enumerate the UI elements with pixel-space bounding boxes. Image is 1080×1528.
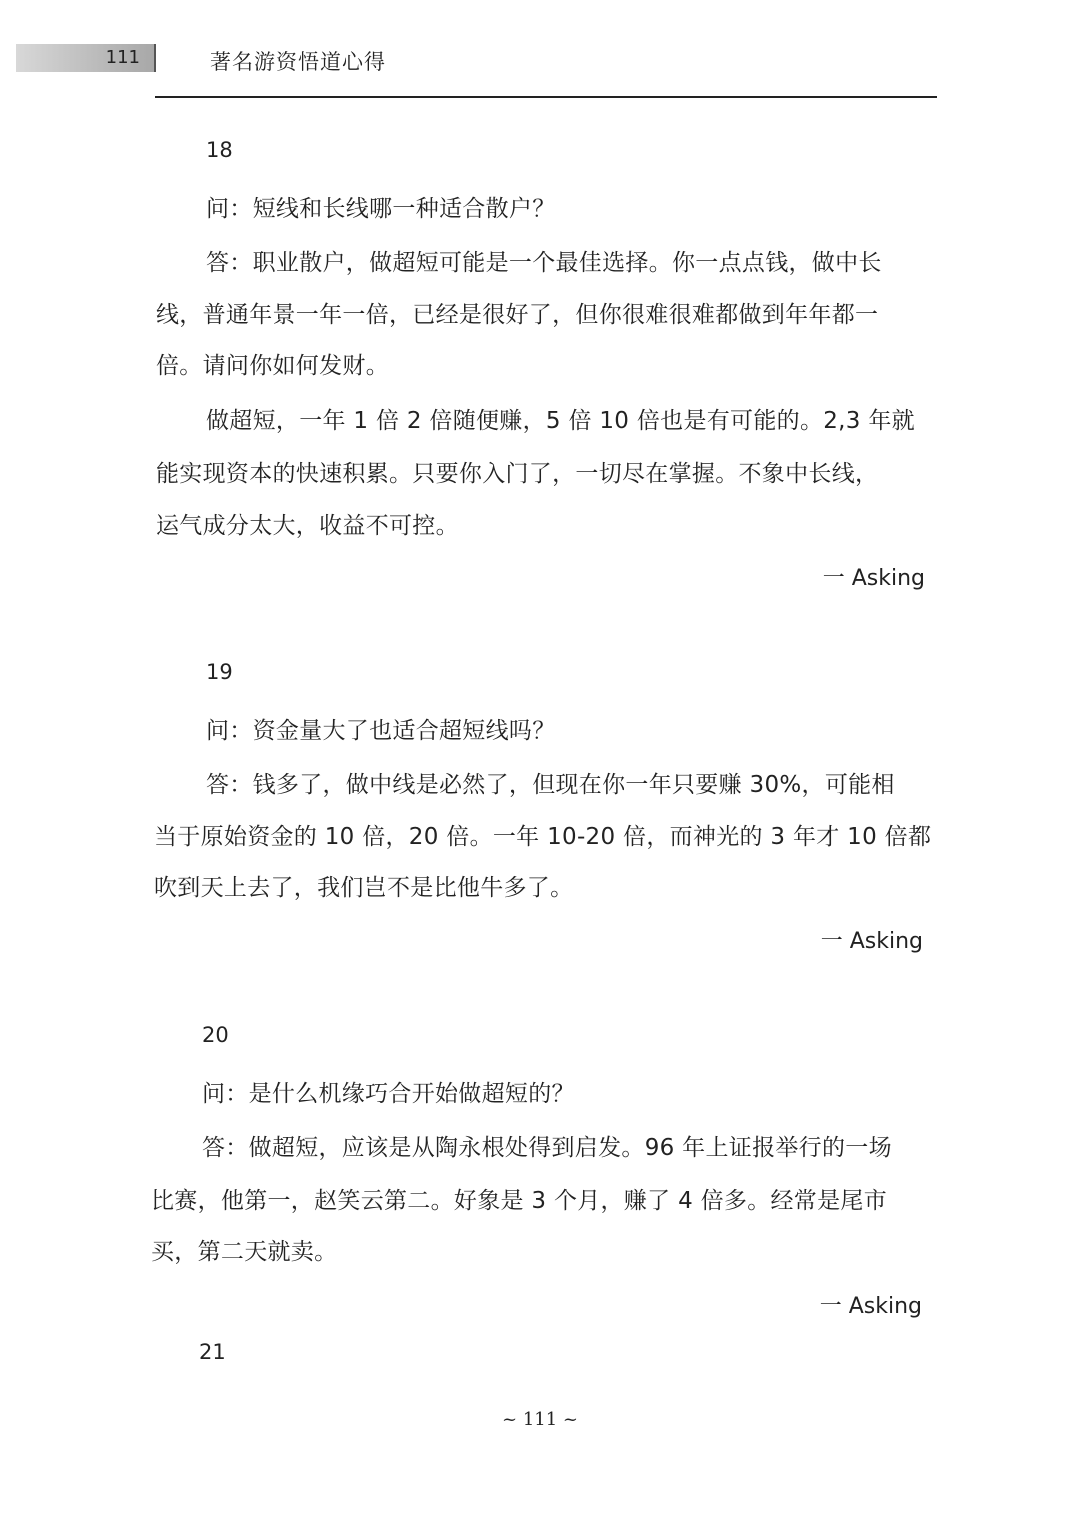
header-page-number: 111 bbox=[105, 47, 140, 68]
book-title: 著名游资悟道心得 bbox=[210, 50, 386, 74]
answer-line: 买，第二天就卖。 bbox=[151, 1239, 338, 1265]
entry-number: 19 bbox=[206, 660, 233, 684]
answer-line: 运气成分太大，收益不可控。 bbox=[156, 513, 459, 539]
question-line: 问：短线和长线哪一种适合散户？ bbox=[206, 196, 556, 222]
entry-number: 20 bbox=[202, 1023, 229, 1047]
attribution: 一 Asking bbox=[822, 566, 925, 591]
answer-line: 比赛，他第一，赵笑云第二。好象是 3 个月，赚了 4 倍多。经常是尾市 bbox=[151, 1188, 888, 1214]
answer-line: 答：做超短，应该是从陶永根处得到启发。96 年上证报举行的一场 bbox=[202, 1135, 892, 1161]
entry-number: 18 bbox=[206, 138, 233, 162]
page-footer-number: ~ 111 ~ bbox=[502, 1409, 578, 1430]
question-line: 问：是什么机缘巧合开始做超短的？ bbox=[202, 1081, 575, 1107]
question-line: 问：资金量大了也适合超短线吗？ bbox=[206, 718, 556, 744]
attribution: 一 Asking bbox=[819, 1294, 922, 1319]
entry-number: 21 bbox=[199, 1340, 226, 1364]
answer-line: 当于原始资金的 10 倍，20 倍。一年 10-20 倍，而神光的 3 年才 10 倍都 bbox=[154, 824, 932, 850]
answer-line: 吹到天上去了，我们岂不是比他牛多了。 bbox=[154, 875, 574, 901]
answer-line: 答：职业散户，做超短可能是一个最佳选择。你一点点钱，做中长 bbox=[206, 250, 882, 276]
answer-line: 能实现资本的快速积累。只要你入门了，一切尽在掌握。不象中长线， bbox=[156, 461, 879, 487]
page-number-badge bbox=[16, 44, 156, 72]
answer-line: 线，普通年景一年一倍，已经是很好了，但你很难很难都做到年年都一 bbox=[156, 302, 879, 328]
answer-line: 答：钱多了，做中线是必然了，但现在你一年只要赚 30%，可能相 bbox=[206, 772, 895, 798]
answer-line: 做超短，一年 1 倍 2 倍随便赚，5 倍 10 倍也是有可能的。2,3 年就 bbox=[206, 408, 915, 434]
answer-line: 倍。请问你如何发财。 bbox=[156, 353, 389, 379]
attribution: 一 Asking bbox=[820, 929, 923, 954]
header-divider bbox=[155, 96, 937, 98]
